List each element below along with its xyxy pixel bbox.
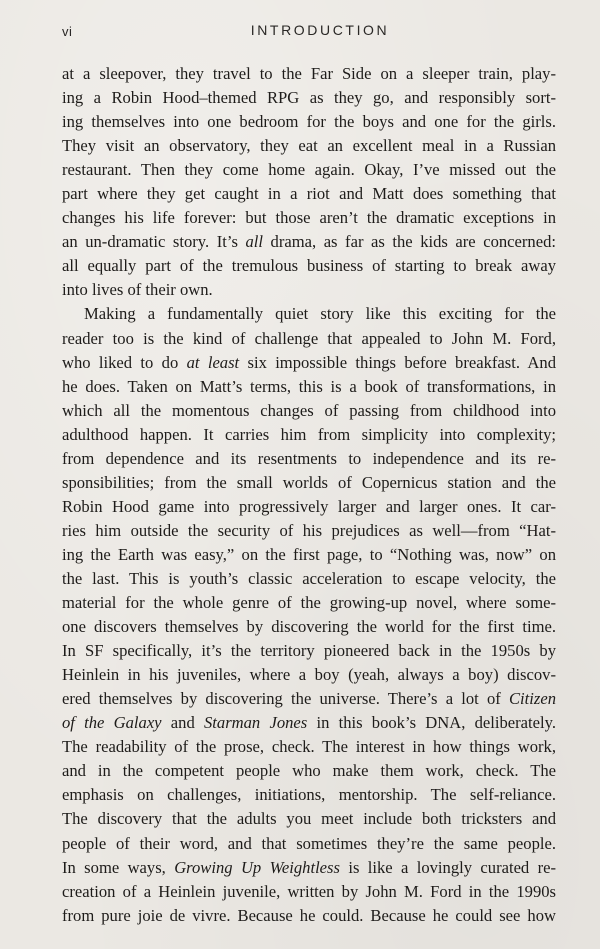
text-run: and <box>161 713 204 733</box>
text-line <box>62 591 556 615</box>
text-run: the last. This is youth’s classic acceleration to escape velocity, the <box>62 568 556 588</box>
text-run: changes his life forever: but those aren’t the dramatic exceptions in <box>62 208 556 228</box>
italic-text: of the Galaxy <box>62 713 162 733</box>
text-run: creation of a Heinlein juvenile, written by John M. Ford in the 1990s <box>62 881 556 901</box>
text-line <box>62 206 556 230</box>
text-run: from pure joie de vivre. Because he could. Because he could see how <box>62 905 556 925</box>
italic-text: at least <box>186 352 240 372</box>
text-line <box>62 880 556 904</box>
text-run: reader too is the kind of challenge that appealed to John M. Ford, <box>62 328 556 348</box>
text-run: The discovery that the adults you meet include both tricksters and <box>62 809 556 829</box>
text-line <box>62 807 556 831</box>
text-run: which all the momentous changes of passing from childhood into <box>62 400 556 420</box>
text-line <box>62 856 556 880</box>
text-run: ing a Robin Hood–themed RPG as they go, and responsibly sort- <box>62 88 556 108</box>
text-line <box>62 904 556 928</box>
italic-text: Citizen <box>508 689 556 709</box>
text-run: material for the whole genre of the growing-up novel, where some- <box>62 593 556 613</box>
italic-text: all <box>245 232 263 252</box>
text-line <box>62 254 556 278</box>
text-run: emphasis on challenges, initiations, mentorship. The self-reliance. <box>62 785 556 805</box>
text-line <box>62 519 556 543</box>
text-line <box>62 62 556 86</box>
text-run: part where they get caught in a riot and Matt does something that <box>62 184 556 204</box>
text-run: one discovers themselves by discovering the world for the first time. <box>62 617 556 637</box>
text-line <box>62 423 556 447</box>
text-line <box>62 158 556 182</box>
text-line <box>62 86 556 110</box>
text-line <box>62 639 556 663</box>
text-run: They visit an observatory, they eat an excellent meal in a Russian <box>62 136 556 156</box>
text-line <box>62 543 556 567</box>
text-line <box>62 783 556 807</box>
text-run: ing themselves into one bedroom for the boys and one for the girls. <box>62 112 556 132</box>
text-run: Robin Hood game into progressively larger and larger ones. It car- <box>62 496 556 516</box>
text-line <box>62 567 556 591</box>
text-run: people of their word, and that sometimes they’re the same people. <box>62 833 556 853</box>
text-run: drama, as far as the kids are concerned: <box>263 232 556 252</box>
text-run: is like a lovingly curated re- <box>339 857 557 877</box>
text-run: into lives of their own. <box>62 280 213 300</box>
section-title: INTRODUCTION <box>250 22 390 38</box>
text-run: ries him outside the security of his prejudices as well—from “Hat- <box>62 520 556 540</box>
text-line <box>62 134 556 158</box>
body-text <box>62 62 556 928</box>
text-run: adulthood happen. It carries him from simplicity into complexity; <box>62 424 556 444</box>
text-run: at a sleepover, they travel to the Far Side on a sleeper train, play- <box>62 64 556 83</box>
text-run: who liked to do <box>62 352 187 372</box>
text-line <box>62 471 556 495</box>
text-line <box>62 327 556 351</box>
text-run: Heinlein in his juveniles, where a boy (yeah, always a boy) discov- <box>62 665 556 685</box>
text-run: he does. Taken on Matt’s terms, this is a book of transformations, in <box>62 376 556 396</box>
text-run: ing the Earth was easy,” on the first page, to “Nothing was, now” on <box>62 544 556 564</box>
text-line <box>62 399 556 423</box>
text-line <box>62 495 556 519</box>
text-line <box>62 278 556 302</box>
text-run: In some ways, <box>62 857 175 877</box>
text-line <box>62 832 556 856</box>
page-number: vi <box>62 24 73 39</box>
text-line <box>62 230 556 254</box>
text-run: ered themselves by discovering the universe. There’s a lot of <box>62 689 509 709</box>
text-line <box>62 182 556 206</box>
text-run: all equally part of the tremulous business of starting to break away <box>62 256 556 276</box>
text-line <box>62 375 556 399</box>
running-head <box>62 22 558 46</box>
text-line <box>62 615 556 639</box>
text-run: an un-dramatic story. It’s <box>62 232 246 252</box>
text-run: sponsibilities; from the small worlds of Copernicus station and the <box>62 472 556 492</box>
text-run: from dependence and its resentments to independence and its re- <box>62 448 556 468</box>
text-line <box>62 110 556 134</box>
italic-text: Starman Jones <box>203 713 308 733</box>
text-line <box>62 735 556 759</box>
text-line <box>62 759 556 783</box>
paragraph-first-line <box>62 302 556 326</box>
text-line <box>62 447 556 471</box>
text-line <box>62 687 556 711</box>
text-run: restaurant. Then they come home again. Okay, I’ve missed out the <box>62 160 556 180</box>
text-run: Making a fundamentally quiet story like this exciting for the <box>84 304 556 324</box>
text-run: In SF specifically, it’s the territory pioneered back in the 1950s by <box>62 641 556 661</box>
text-line <box>62 351 556 375</box>
text-line <box>62 711 556 735</box>
text-run: The readability of the prose, check. The interest in how things work, <box>62 737 556 757</box>
text-run: six impossible things before breakfast. And <box>239 352 556 372</box>
text-run: in this book’s DNA, deliberately. <box>307 713 556 733</box>
text-run: and in the competent people who make them work, check. The <box>62 761 556 781</box>
text-line <box>62 663 556 687</box>
italic-text: Growing Up Weightless <box>174 857 340 877</box>
